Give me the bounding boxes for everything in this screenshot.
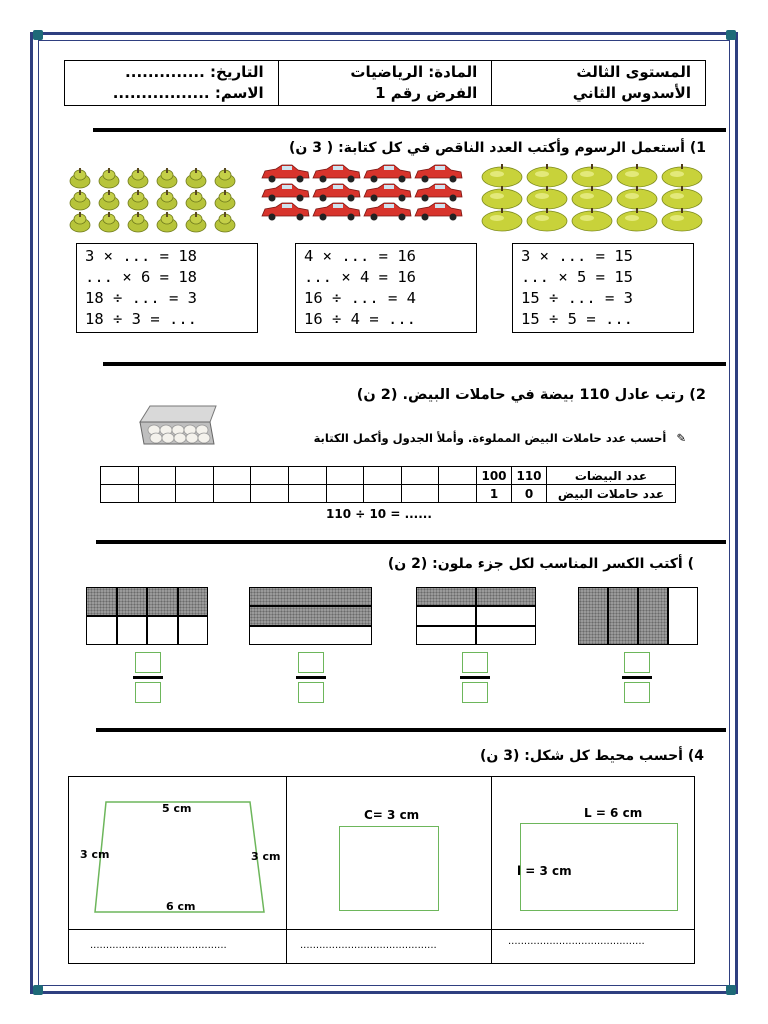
table-cell[interactable]: 0 — [512, 485, 547, 503]
corner-ornament — [33, 30, 43, 40]
section-divider — [96, 540, 726, 544]
pear-icon — [128, 190, 148, 210]
fraction-shape-two-columns — [416, 587, 536, 645]
row-label: عدد حاملات البيض — [547, 485, 676, 503]
numerator-box[interactable] — [135, 652, 161, 673]
header-date-cell — [65, 61, 278, 105]
term-text: الأسدوس الثاني — [572, 84, 691, 102]
rectangle-width-label: l = 3 cm — [517, 864, 572, 878]
trapezoid-shape — [94, 800, 266, 914]
eggs-row — [101, 467, 676, 485]
question-2-instruction: أحسب عدد حاملات البيض المملوءة. وأملأ الجدول وأكمل الكتابة — [313, 431, 667, 445]
pear-icon — [215, 168, 235, 188]
table-cell[interactable] — [401, 485, 439, 503]
car-icon — [313, 184, 360, 202]
denominator-box[interactable] — [624, 682, 650, 703]
fraction-answer — [133, 652, 163, 704]
table-cell[interactable]: 110 — [512, 467, 547, 485]
car-icon — [262, 203, 309, 221]
equation-line[interactable]: 16 ÷ ... = 4 — [304, 289, 416, 307]
question-1-title: 1) أستعمل الرسوم وأكتب العدد الناقص في كل كتابة: ( 3 ن) — [288, 140, 706, 156]
fraction-bar — [460, 676, 490, 679]
cartons-row — [101, 485, 676, 503]
header-subject-cell — [278, 61, 492, 105]
equation-line[interactable]: 3 × ... = 18 — [85, 247, 197, 265]
pencil-icon: ✎ — [676, 431, 686, 445]
square-shape — [339, 826, 439, 911]
table-cell[interactable] — [101, 485, 139, 503]
table-cell[interactable] — [289, 485, 327, 503]
car-icon — [364, 203, 411, 221]
apple-icon — [662, 208, 702, 231]
pear-icon — [70, 212, 90, 232]
apple-icon — [482, 164, 522, 187]
car-icon — [313, 165, 360, 183]
table-cell[interactable] — [213, 485, 251, 503]
denominator-box[interactable] — [298, 682, 324, 703]
table-cell[interactable] — [326, 485, 364, 503]
table-cell[interactable] — [289, 467, 327, 485]
table-cell[interactable] — [138, 467, 176, 485]
answer-line-square[interactable]: ........................................... — [300, 940, 437, 951]
pear-icon — [186, 190, 206, 210]
apple-icon — [572, 208, 612, 231]
question-2-instruction-row — [314, 431, 686, 445]
trapezoid-right-label: 3 cm — [251, 850, 281, 863]
equation-line[interactable]: 18 ÷ ... = 3 — [85, 289, 197, 307]
table-cell[interactable] — [326, 467, 364, 485]
fraction-bar — [296, 676, 326, 679]
equation-line[interactable]: ... × 6 = 18 — [85, 268, 197, 286]
fraction-answer — [460, 652, 490, 704]
table-cell[interactable] — [251, 467, 289, 485]
table-cell[interactable] — [251, 485, 289, 503]
equation-line[interactable]: 3 × ... = 15 — [521, 247, 633, 265]
denominator-box[interactable] — [135, 682, 161, 703]
pear-icon — [99, 190, 119, 210]
apple-icon — [572, 186, 612, 209]
apple-icon — [527, 164, 567, 187]
trapezoid-bottom-label: 6 cm — [166, 900, 196, 913]
rectangle-length-label: L = 6 cm — [584, 806, 643, 820]
car-icon — [415, 165, 462, 183]
table-cell[interactable]: 1 — [477, 485, 512, 503]
fraction-shape-columns — [578, 587, 698, 645]
pear-icon — [157, 190, 177, 210]
egg-carton-illustration — [136, 400, 220, 450]
apple-icon — [527, 186, 567, 209]
header-table — [64, 60, 706, 106]
square-side-label: C= 3 cm — [364, 808, 420, 822]
answer-line-trapezoid[interactable]: ........................................... — [90, 940, 227, 951]
pear-icon — [128, 168, 148, 188]
pear-icon — [215, 212, 235, 232]
car-icon — [262, 184, 309, 202]
car-icon — [415, 184, 462, 202]
equation-line[interactable]: 15 ÷ ... = 3 — [521, 289, 633, 307]
equation-line[interactable]: 4 × ... = 16 — [304, 247, 416, 265]
pear-icon — [215, 190, 235, 210]
table-cell[interactable] — [364, 467, 402, 485]
pear-icon — [128, 212, 148, 232]
fraction-shape-rows — [249, 587, 372, 645]
equation-line[interactable]: 18 ÷ 3 = ... — [85, 310, 197, 328]
trapezoid-left-label: 3 cm — [80, 848, 110, 861]
corner-ornament — [726, 30, 736, 40]
equation-line[interactable]: 15 ÷ 5 = ... — [521, 310, 633, 328]
pear-icon — [99, 212, 119, 232]
table-cell[interactable] — [138, 485, 176, 503]
pear-icon — [99, 168, 119, 188]
apple-icon — [527, 208, 567, 231]
car-icon — [262, 165, 309, 183]
corner-ornament — [726, 985, 736, 995]
subject-text: المادة: الرياضيات — [350, 63, 478, 81]
fraction-answer — [296, 652, 326, 704]
header-level-cell — [491, 61, 705, 105]
denominator-box[interactable] — [462, 682, 488, 703]
test-text: الفرض رقم 1 — [375, 84, 478, 102]
apple-icon — [617, 208, 657, 231]
pear-icon — [157, 168, 177, 188]
apple-icon — [482, 208, 522, 231]
pear-icon — [157, 212, 177, 232]
table-cell[interactable] — [364, 485, 402, 503]
question-2-title: 2) رتب عادل 110 بيضة في حاملات البيض. (2 ن) — [356, 387, 706, 403]
level-text: المستوى الثالث — [576, 63, 691, 81]
car-icon — [313, 203, 360, 221]
equation-line[interactable]: ... × 5 = 15 — [521, 268, 633, 286]
pear-icon — [186, 212, 206, 232]
numerator-box[interactable] — [298, 652, 324, 673]
section-divider — [93, 128, 726, 132]
equation-line[interactable]: 16 ÷ 4 = ... — [304, 310, 416, 328]
question-3-title: ) أكتب الكسر المناسب لكل جزء ملون: (2 ن) — [387, 556, 694, 572]
date-field[interactable]: التاريخ: .............. — [125, 63, 264, 81]
table-cell[interactable] — [176, 467, 214, 485]
equation-line[interactable]: ... × 4 = 16 — [304, 268, 416, 286]
corner-ornament — [33, 985, 43, 995]
fraction-answer — [622, 652, 652, 704]
numerator-box[interactable] — [624, 652, 650, 673]
table-cell[interactable] — [101, 467, 139, 485]
table-cell[interactable] — [176, 485, 214, 503]
fraction-bar — [622, 676, 652, 679]
answer-line-rectangle[interactable]: ........................................... — [508, 936, 645, 947]
section-divider — [103, 362, 726, 366]
apple-icon — [572, 164, 612, 187]
apple-icon — [662, 164, 702, 187]
eggs-table — [100, 466, 676, 503]
equations-box-apples — [512, 243, 694, 333]
pear-icon — [70, 168, 90, 188]
table-cell[interactable]: 100 — [477, 467, 512, 485]
division-equation[interactable]: 110 ÷ 10 = ...... — [326, 507, 432, 521]
fraction-shape-grid — [86, 587, 208, 645]
apple-icon — [662, 186, 702, 209]
cars-illustration — [260, 163, 464, 223]
apples-illustration — [480, 164, 706, 234]
car-icon — [415, 203, 462, 221]
pear-icon — [186, 168, 206, 188]
apple-icon — [617, 164, 657, 187]
table-cell[interactable] — [439, 467, 477, 485]
car-icon — [364, 165, 411, 183]
trapezoid-top-label: 5 cm — [162, 802, 192, 815]
table-cell[interactable] — [213, 467, 251, 485]
row-label: عدد البيضات — [547, 467, 676, 485]
car-icon — [364, 184, 411, 202]
apple-icon — [617, 186, 657, 209]
table-cell[interactable] — [401, 467, 439, 485]
section-divider — [96, 728, 726, 732]
table-cell[interactable] — [439, 485, 477, 503]
apple-icon — [482, 186, 522, 209]
question-4-title: 4) أحسب محيط كل شكل: (3 ن) — [480, 748, 704, 764]
name-field[interactable]: الاسم: ................. — [112, 84, 264, 102]
equations-box-cars — [295, 243, 477, 333]
pears-illustration — [66, 166, 242, 234]
equations-box-pears — [76, 243, 258, 333]
pear-icon — [70, 190, 90, 210]
numerator-box[interactable] — [462, 652, 488, 673]
fraction-bar — [133, 676, 163, 679]
